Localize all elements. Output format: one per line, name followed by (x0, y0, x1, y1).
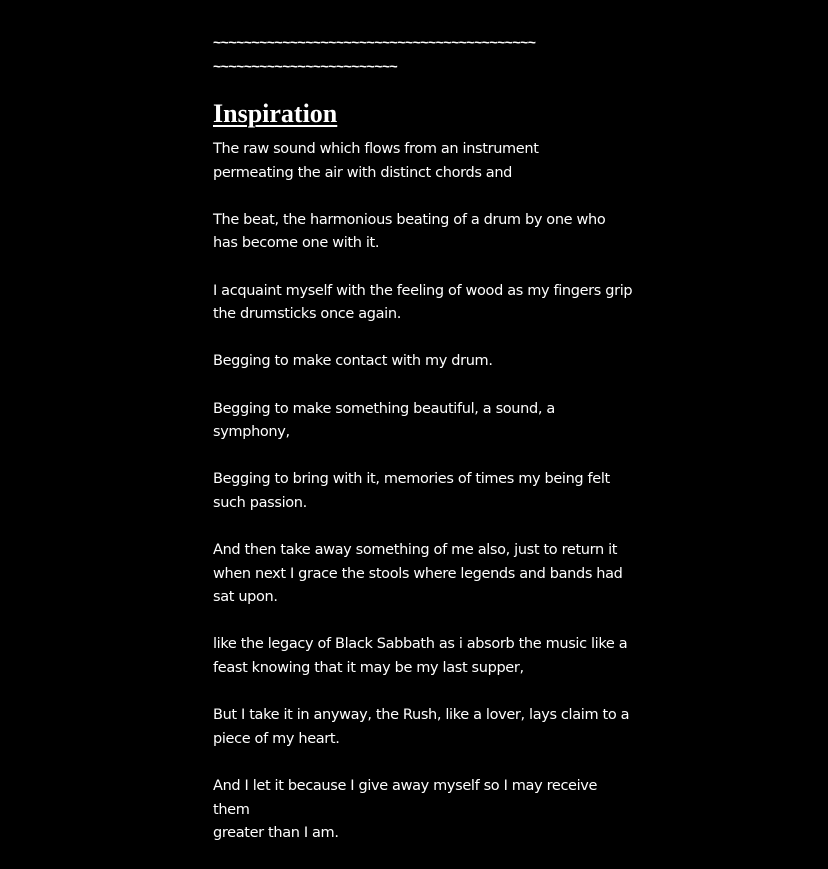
poem-title: Inspiration (213, 99, 338, 128)
stanza: Begging to make something beautiful, a sound, a symphony, (213, 400, 555, 441)
stanza: And then take away something of me also, just to return it when next I grace the stools where legends and bands had sat upon. (213, 542, 623, 606)
stanza: Begging to bring with it, memories of times my being felt such passion. (213, 471, 610, 511)
stanza: Begging to make contact with my drum. (213, 353, 493, 370)
stanza: But I take it in anyway, the Rush, like a lover, lays claim to a piece of my heart. (213, 707, 630, 747)
poem-body (213, 138, 633, 846)
stanza: like the legacy of Black Sabbath as i absorb the music like a feast knowing that it may be my last supper, (213, 636, 628, 677)
stanza: I acquaint myself with the feeling of wood as my fingers grip the drumsticks once again. (213, 282, 633, 323)
text-column (213, 30, 633, 869)
tilde-divider-line-1: ~~~~~~~~~~~~~~~~~~~~~~~~~~~~~~~~~~~~~~~~~~ (213, 34, 536, 50)
stanza: The beat, the harmonious beating of a drum by one who has become one with it. (213, 211, 606, 252)
tilde-divider-line-2: ~~~~~~~~~~~~~~~~~~~~~~~~ (213, 58, 398, 74)
stanza: And I let it because I give away myself so I may receive them greater than I am. (213, 778, 598, 842)
stanza: The raw sound which flows from an instrument permeating the air with distinct chords and (213, 141, 539, 181)
